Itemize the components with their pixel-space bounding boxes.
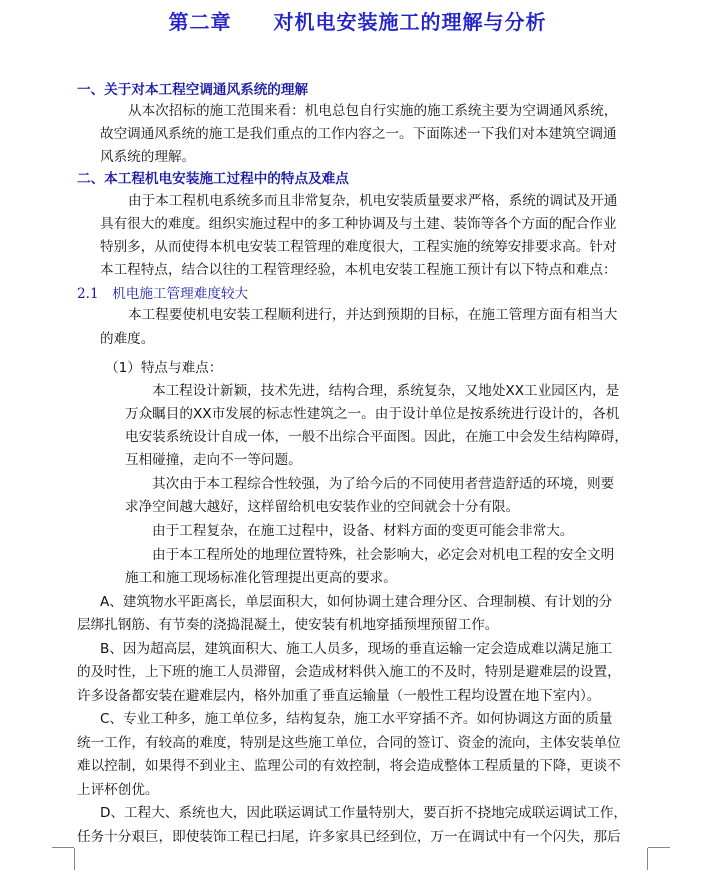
item-b-line-3: 许多设备都安装在避难层内，格外加重了垂直运输量（一般性工程均设置在地下室内）。 — [77, 688, 601, 704]
section-1-heading: 一、关于对本工程空调通风系统的理解 — [77, 82, 309, 98]
section-2-1-heading: 2.1 机电施工管理难度较大 — [77, 286, 249, 302]
crop-mark-bottom-right — [647, 848, 670, 870]
section-2-line-2: 具有很大的难度。组织实施过程中的多工种协调及与土建、装饰等各个方面的配合作业 — [100, 216, 617, 232]
item-a-line-1: A、建筑物水平距离长，单层面积大，如何协调土建合理分区、合理制模、有计划的分 — [100, 594, 613, 610]
item-c-line-2: 统一工作，有较高的难度，特别是这些施工单位，合同的签订、资金的流向，主体安装单位 — [77, 735, 621, 751]
item-c-line-3: 难以控制，如果得不到业主、监理公司的有效控制，将会造成整体工程质量的下降，更谈不 — [77, 758, 621, 774]
section-1-line-3: 风系统的理解。 — [100, 149, 196, 165]
para-3-line-1: 由于工程复杂，在施工过程中，设备、材料方面的变更可能会非常大。 — [152, 523, 574, 539]
para-2-line-2: 求净空间越大越好，这样留给机电安装作业的空间就会十分有限。 — [125, 499, 520, 515]
section-1-line-2: 故空调通风系统的施工是我们重点的工作内容之一。下面陈述一下我们对本建筑空调通 — [100, 126, 617, 142]
para-1-line-2: 万众瞩目的XX市发展的标志性建筑之一。由于设计单位是按系统进行设计的，各机 — [125, 406, 620, 422]
chapter-title: 第二章 对机电安装施工的理解与分析 — [168, 10, 547, 34]
para-1-line-1: 本工程设计新颖，技术先进，结构合理，系统复杂，又地处XX工业园区内，是 — [152, 383, 620, 399]
section-2-1-intro-1: 本工程要使机电安装工程顺利进行，并达到预期的目标，在施工管理方面有相当大 — [128, 307, 618, 323]
section-1-line-1: 从本次招标的施工范围来看：机电总包自行实施的施工系统主要为空调通风系统， — [128, 103, 618, 119]
crop-mark-bottom-right-horizontal — [648, 847, 670, 848]
item-a-line-2: 层绑扎钢筋、有节奏的浇捣混凝土，使安装有机地穿插预埋预留工作。 — [77, 617, 499, 633]
crop-mark-bottom-left-horizontal — [52, 847, 74, 848]
para-2-line-1: 其次由于本工程综合性较强，为了给今后的不同使用者营造舒适的环境，则要 — [152, 476, 615, 492]
section-2-1-intro-2: 的难度。 — [100, 331, 155, 347]
section-2-line-4: 本工程特点，结合以往的工程管理经验，本机电安装工程施工预计有以下特点和难点： — [100, 262, 617, 278]
item-d-line-1: D、工程大、系统也大，因此联运调试工作量特别大，要百折不挠地完成联运调试工作， — [100, 805, 628, 821]
item-b-line-1: B、因为超高层，建筑面积大、施工人员多，现场的垂直运输一定会造成难以满足施工 — [100, 641, 613, 657]
item-b-line-2: 的及时性，上下班的施工人员滞留，会造成材料供入施工的不及时，特别是避难层的设置， — [77, 664, 621, 680]
section-2-line-3: 特别多，从而使得本机电安装工程管理的难度很大，工程实施的统筹安排要求高。针对 — [100, 239, 617, 255]
para-1-line-4: 互相碰撞，走向不一等问题。 — [125, 452, 302, 468]
item-d-line-2: 任务十分艰巨，即使装饰工程已扫尾，许多家具已经到位，万一在调试中有一个闪失，那后 — [77, 829, 621, 845]
section-2-line-1: 由于本工程机电系统多而且非常复杂，机电安装质量要求严格，系统的调试及开通 — [128, 193, 618, 209]
para-4-line-2: 施工和施工现场标准化管理提出更高的要求。 — [125, 570, 397, 586]
section-2-heading: 二、本工程机电安装施工过程中的特点及难点 — [77, 171, 349, 187]
para-1-line-3: 电安装系统设计自成一体，一般不出综合平面图。因此，在施工中会发生结构障碍， — [125, 429, 628, 445]
para-4-line-1: 由于本工程所处的地理位置特殊，社会影响大，必定会对机电工程的安全文明 — [152, 547, 615, 563]
item-c-line-4: 上评杯创优。 — [77, 782, 159, 798]
features-subheading: （1）特点与难点： — [105, 360, 223, 376]
item-c-line-1: C、专业工种多，施工单位多，结构复杂，施工水平穿插不齐。如何协调这方面的质量 — [100, 711, 613, 727]
crop-mark-bottom-left — [52, 848, 75, 870]
